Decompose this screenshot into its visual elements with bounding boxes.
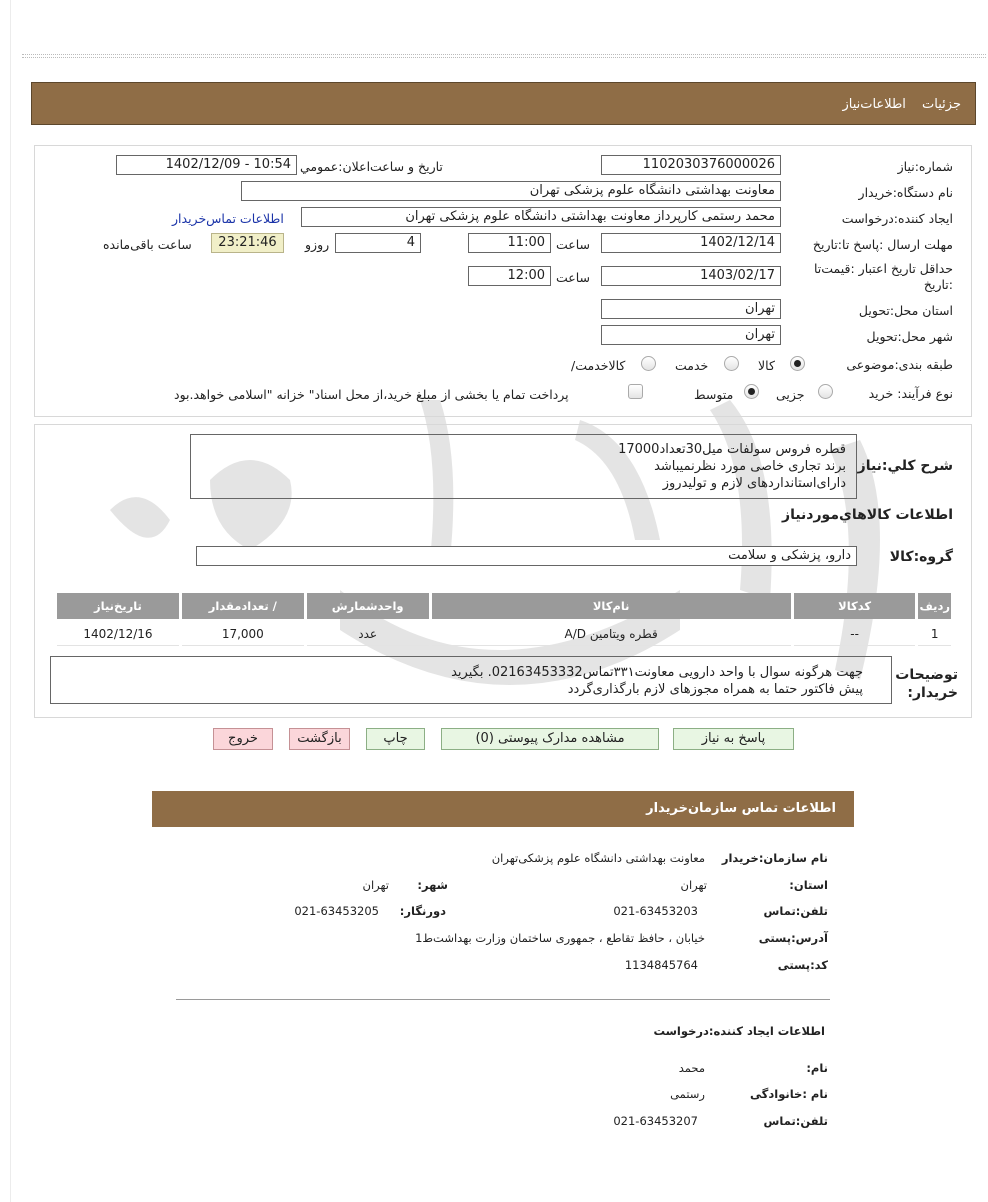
creator-phone-value: 021-63453207 xyxy=(613,1114,698,1128)
reply-button[interactable]: پاسخ به نیاز xyxy=(673,728,794,750)
header-info-label[interactable]: اطلاعات‌نیاز xyxy=(842,97,906,112)
buyer-org-field[interactable]: معاونت بهداشتی دانشگاه علوم پزشکی تهران xyxy=(241,181,781,201)
contact-divider xyxy=(176,999,830,1000)
city-field[interactable]: تهران xyxy=(601,325,781,345)
process-label: نوع فرآیند: خرید xyxy=(868,386,953,401)
buyer-contact-link[interactable]: اطلاعات تماس‌خریدار xyxy=(172,211,284,226)
contact-phone-value: 021-63453203 xyxy=(613,904,698,918)
validity-time-field[interactable]: 12:00 xyxy=(468,266,551,286)
family-label: نام :خانوادگی xyxy=(750,1087,828,1101)
summary-label: شرح کلي:نیاز xyxy=(857,458,953,474)
contact-city-value: تهران xyxy=(362,878,389,892)
goods-info-title: اطلاعات کالاهاي‌موردنیاز xyxy=(782,507,953,523)
buyer-notes-box xyxy=(50,656,892,704)
col-date-header: تاریخ‌نیاز xyxy=(57,593,179,619)
cell-row: 1 xyxy=(918,622,951,646)
buyer-notes-line-2: پیش فاکتور حتما به همراه مجوزهای لازم بارگذاری‌گردد xyxy=(567,682,863,697)
payment-checkbox[interactable] xyxy=(628,384,643,399)
remaining-label: ساعت باقی‌مانده xyxy=(103,237,192,252)
family-value: رستمی xyxy=(670,1087,705,1101)
cell-date: 1402/12/16 xyxy=(57,622,179,646)
name-label: :نام xyxy=(806,1061,828,1075)
days-label: روزو xyxy=(305,237,330,252)
col-row-header: ردیف xyxy=(918,593,951,619)
fax-value: 021-63453205 xyxy=(294,904,379,918)
deadline-label: مهلت ارسال :پاسخ تا:تاریخ xyxy=(812,237,953,252)
contact-phone-label: تلفن:تماس xyxy=(763,904,828,918)
attachments-button[interactable]: مشاهده مدارک پیوستی (0) xyxy=(441,728,659,750)
back-button[interactable]: بازگشت xyxy=(289,728,350,750)
goods-table xyxy=(54,590,954,649)
summary-line-3: دارای‌استانداردهای لازم و تولیدروز xyxy=(662,476,846,491)
days-field[interactable]: 4 xyxy=(335,233,421,253)
summary-line-1: قطره فروس سولفات میل30تعداد17000 xyxy=(618,442,846,457)
validity-label-text: حداقل تاریخ اعتبار :قیمت‌تا :تاریخ xyxy=(813,261,953,292)
postal-label: کد:پستی xyxy=(777,958,828,972)
postal-value: 1134845764 xyxy=(624,958,698,972)
org-label: نام سازمان:خریدار xyxy=(721,851,828,865)
validity-time-label: ساعت xyxy=(556,270,591,285)
fax-label: :دورنگار xyxy=(399,904,446,918)
cell-name: قطره ویتامین A/D xyxy=(432,622,791,646)
address-label: آدرس:پستی xyxy=(758,931,828,945)
goods-group-field[interactable]: دارو، پزشکی و سلامت xyxy=(196,546,857,566)
print-button[interactable]: چاپ xyxy=(366,728,425,750)
category-label: طبقه بندی:موضوعی xyxy=(846,357,953,372)
col-name-header: نام‌کالا xyxy=(432,593,791,619)
contact-city-label: :شهر xyxy=(417,878,448,892)
col-unit-header: واحدشمارش xyxy=(307,593,429,619)
summary-line-2: برند تجاری خاصی مورد نظرنمیباشد xyxy=(654,459,846,474)
creator-phone-label: تلفن:تماس xyxy=(763,1114,828,1128)
radio-service-label: خدمت xyxy=(675,358,709,373)
exit-button[interactable]: خروج xyxy=(213,728,273,750)
page-left-border xyxy=(10,0,11,1202)
radio-goods[interactable] xyxy=(790,356,805,371)
province-label: استان محل:تحویل xyxy=(858,303,953,318)
province-field[interactable]: تهران xyxy=(601,299,781,319)
payment-note: پرداخت تمام یا بخشی از مبلغ خرید،از محل اسناد" خزانه "اسلامی خواهد.بود xyxy=(174,387,569,402)
col-code-header: کدکالا xyxy=(794,593,916,619)
need-number-label: شماره:نیاز xyxy=(897,159,953,174)
creator-field[interactable]: محمد رستمی کارپرداز معاونت بهداشتی دانشگاه علوم پزشکی تهران xyxy=(301,207,781,227)
top-divider xyxy=(22,54,986,58)
radio-goods-service-label: /کالاخدمت xyxy=(571,358,626,373)
creator-section-title: اطلاعات ایجاد کننده:درخواست xyxy=(653,1024,825,1038)
radio-goods-service[interactable] xyxy=(641,356,656,371)
radio-medium-label: متوسط xyxy=(694,387,734,402)
address-value: خیابان ، حافظ تقاطع ، جمهوری ساختمان وزارت بهداشت‌ط1 xyxy=(415,931,705,945)
summary-box xyxy=(190,434,857,499)
buyer-notes-label xyxy=(895,666,958,702)
deadline-time-label: ساعت xyxy=(556,237,591,252)
deadline-time-field[interactable]: 11:00 xyxy=(468,233,551,253)
remaining-time-field: 23:21:46 xyxy=(211,233,284,253)
announce-field[interactable]: 1402/12/09 - 10:54 xyxy=(116,155,297,175)
contact-province-value: تهران xyxy=(680,878,707,892)
goods-group-label: گروه:کالا xyxy=(889,549,953,565)
header-details-label[interactable]: جزئیات xyxy=(922,97,961,112)
radio-small[interactable] xyxy=(818,384,833,399)
need-number-field[interactable]: 1102030376000026 xyxy=(601,155,781,175)
radio-goods-label: کالا xyxy=(758,358,775,373)
name-value: محمد xyxy=(678,1061,705,1075)
buyer-notes-label-1: توضیحات xyxy=(895,667,958,683)
deadline-date-field[interactable]: 1402/12/14 xyxy=(601,233,781,253)
validity-label xyxy=(803,261,953,293)
buyer-org-label: نام دستگاه:خریدار xyxy=(858,185,953,200)
buyer-notes-label-2: :خریدار xyxy=(907,685,958,701)
details-header-bar xyxy=(31,82,976,125)
org-value: معاونت بهداشتی دانشگاه علوم پزشکی‌تهران xyxy=(491,851,705,865)
radio-medium[interactable] xyxy=(744,384,759,399)
radio-service[interactable] xyxy=(724,356,739,371)
cell-unit: عدد xyxy=(307,622,429,646)
announce-label: تاریخ و ساعت‌اعلان:عمومي xyxy=(300,159,443,174)
contact-header-bar: اطلاعات تماس سازمان‌خریدار xyxy=(152,791,854,827)
validity-date-field[interactable]: 1403/02/17 xyxy=(601,266,781,286)
col-qty-header: / تعدادمقدار xyxy=(182,593,304,619)
buyer-notes-line-1: جهت هرگونه سوال با واحد دارویی معاونت۳۳۱تماس02163453332. بگیرید xyxy=(451,665,863,680)
creator-label: ایجاد کننده:درخواست xyxy=(841,211,953,226)
goods-table-header xyxy=(57,593,951,619)
radio-small-label: جزیی xyxy=(776,387,805,402)
cell-qty: 17,000 xyxy=(182,622,304,646)
city-label: شهر محل:تحویل xyxy=(866,329,953,344)
contact-province-label: :استان xyxy=(789,878,828,892)
cell-code: -- xyxy=(794,622,916,646)
table-row xyxy=(57,622,951,646)
